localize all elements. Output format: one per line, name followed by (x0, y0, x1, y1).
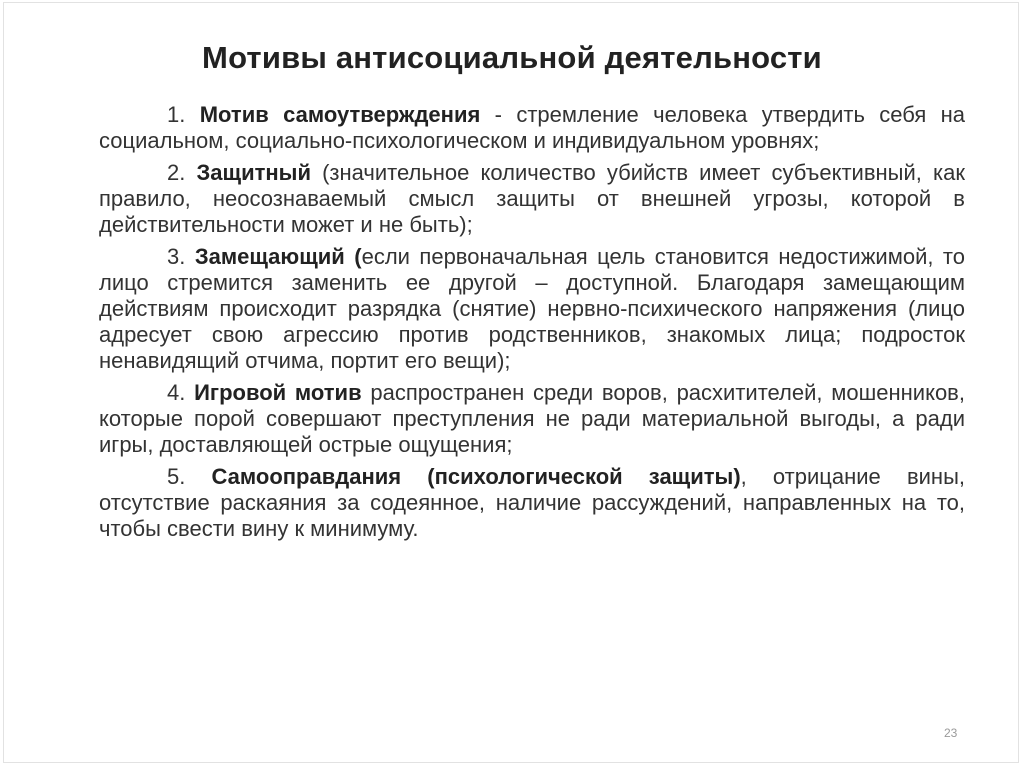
list-item-2 (99, 160, 965, 238)
item-text: если первоначальная цель становится недостижимой, то лицо стремится заменить ее другой – доступной. Благодаря замещающим действиям происходит разрядка (снятие) нервно-психического напряжения (лицо адресует свою агрессию против родственников, знакомых лица; подросток ненавидящий отчима, портит его вещи); (99, 244, 965, 373)
page-number: 23 (944, 726, 958, 740)
list-item-4 (99, 380, 965, 458)
item-term: Игровой мотив (194, 380, 362, 405)
slide-title: Мотивы антисоциальной деятельности (202, 40, 822, 75)
slide-content (99, 102, 965, 548)
item-term: Мотив самоутверждения (199, 102, 481, 127)
list-item-1 (99, 102, 965, 154)
item-number: 5. (167, 464, 186, 489)
item-term: Защитный (196, 160, 311, 185)
item-term: Замещающий ( (194, 244, 362, 269)
item-number: 3. (167, 244, 186, 269)
item-text: - стремление человека утвердить себя на социальном, социально-психологическом и индивидуальном уровнях; (99, 102, 965, 153)
item-number: 4. (167, 380, 186, 405)
item-term: Самооправдания (психологической защиты) (211, 464, 741, 489)
item-text: , отрицание вины, отсутствие раскаяния за содеянное, наличие рассуждений, направленных на то, чтобы свести вину к минимуму. (99, 464, 965, 541)
item-number: 1. (167, 102, 186, 127)
item-number: 2. (167, 160, 186, 185)
list-item-3 (99, 244, 965, 374)
item-text: распространен среди воров, расхитителей, мошенников, которые порой совершают преступления не ради материальной выгоды, а ради игры, доставляющей острые ощущения; (99, 380, 965, 457)
list-item-5 (99, 464, 965, 542)
item-text: (значительное количество убийств имеет субъективный, как правило, неосознаваемый смысл защиты от внешней угрозы, которой в действительности может и не быть); (99, 160, 965, 237)
